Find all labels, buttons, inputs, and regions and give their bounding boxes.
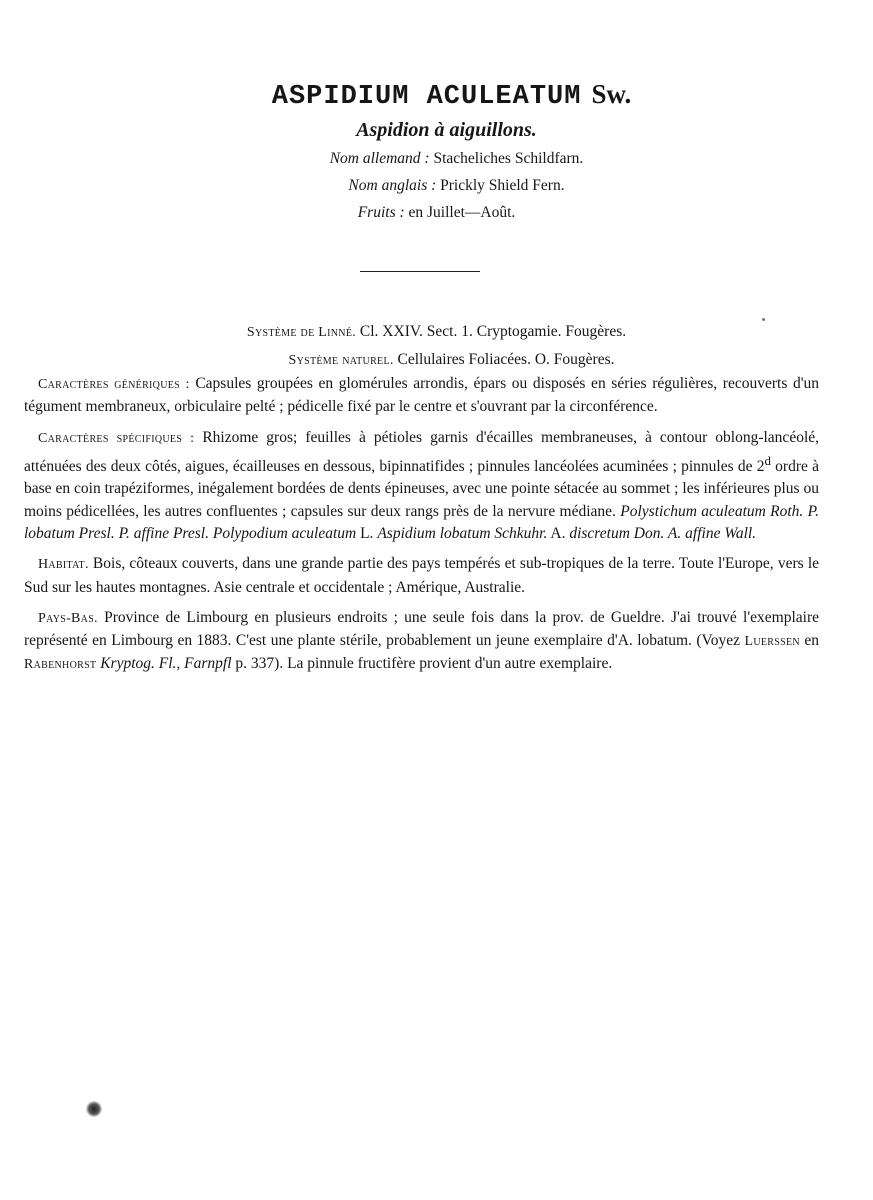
fruits-line [0, 199, 873, 226]
natural-system-label: Système naturel. [288, 353, 394, 368]
specific-characters-text: Rhizome gros; feuilles à pétioles garnis d'écailles membraneuses, à contour oblong-lancéolé, atténuées des deux côtés, aigues, écailleuses en dessous, bipinnatifides ; pinnules lancéolées acuminées ; pinnules de 2 [24, 428, 820, 476]
generic-characters-paragraph [24, 373, 819, 419]
reference-author-rabenhorst: Rabenhorst [24, 657, 97, 673]
fruits-label: Fruits : [357, 204, 405, 221]
habitat-paragraph [24, 553, 819, 599]
synonym-list-3: discretum Don. A. affine Wall. [569, 524, 757, 542]
reference-author-luerssen: Luerssen [744, 634, 800, 650]
generic-characters-heading: Caractères génériques : [38, 377, 190, 392]
netherlands-heading: Pays-Bas. [38, 610, 98, 626]
german-name-label: Nom allemand : [329, 150, 430, 167]
french-name: Aspidion à aiguillons. [356, 119, 537, 141]
synonym-list-1: Polystichum aculeatum Roth. P. lobatum Presl. P. affine Presl. Polypodium aculeatum [24, 502, 819, 542]
section-divider [360, 271, 480, 272]
synonym-list-2: Aspidium lobatum Schkuhr. [377, 524, 548, 542]
netherlands-text: Province de Limbourg en plusieurs endroits ; une seule fois dans la prov. de Gueldre. J'ai trouvé l'exemplaire représenté en Limbourg en 1883. C'est une plante stérile, probablement un jeune exemplaire d'A. lobatum. (Voyez [24, 608, 820, 650]
natural-system-line [0, 346, 873, 374]
habitat-heading: Habitat. [38, 557, 89, 573]
synonym-author-1: L. [356, 524, 378, 542]
netherlands-text-end: p. 337). La pinnule fructifère provient d'un autre exemplaire. [231, 655, 613, 673]
linne-system-line [0, 318, 873, 346]
description-body [24, 373, 819, 685]
generic-characters-text: Capsules groupées en glomérules arrondis, épars ou disposés en séries régulières, recouverts d'un tégument membraneux, orbiculaire pelté ; pédicelle fixé par le centre et s'ouvrant par la circonférence. [24, 375, 820, 416]
habitat-text: Bois, côteaux couverts, dans une grande partie des pays tempérés et sub-tropiques de la terre. Toute l'Europe, vers le Sud sur les hautes montagnes. Asie centrale et occidentale ; Amérique, Australie. [24, 555, 820, 596]
english-name-line [0, 172, 873, 199]
german-name-line [0, 145, 873, 172]
header [0, 76, 873, 226]
ordinal-superscript: d [764, 452, 771, 468]
specific-characters-text-cont: ordre à base en coin trapéziformes, inégalement bordées de dents épineuses, avec une pointe sétacée au sommet ; les inférieures plus ou moins pédicellées, les autres confluentes ; capsules sur deux rangs près de la nervure médiane. [24, 458, 819, 520]
fruits-value: en Juillet—Août. [408, 204, 516, 221]
natural-system-value: Cellulaires Foliacées. O. Fougères. [397, 351, 615, 368]
netherlands-paragraph [24, 607, 819, 677]
english-name-label: Nom anglais : [348, 177, 437, 194]
specific-characters-heading: Caractères spécifiques : [38, 430, 195, 446]
specific-characters-paragraph [24, 427, 819, 546]
paper-speck [762, 318, 765, 321]
linne-system-label: Système de Linné. [246, 325, 357, 340]
english-name-value: Prickly Shield Fern. [440, 177, 565, 194]
reference-title: Kryptog. Fl., Farnpfl [96, 655, 232, 673]
classification-systems [0, 318, 873, 374]
ink-spot [86, 1101, 102, 1117]
species-name: ASPIDIUM ACULEATUM [271, 82, 582, 112]
reference-connector: en [799, 632, 819, 650]
species-title [0, 76, 873, 115]
linne-system-value: Cl. XXIV. Sect. 1. Cryptogamie. Fougères. [359, 323, 627, 340]
species-author: Sw. [591, 79, 632, 109]
german-name-value: Stacheliches Schildfarn. [433, 150, 584, 167]
synonym-author-2: A. [547, 524, 570, 542]
